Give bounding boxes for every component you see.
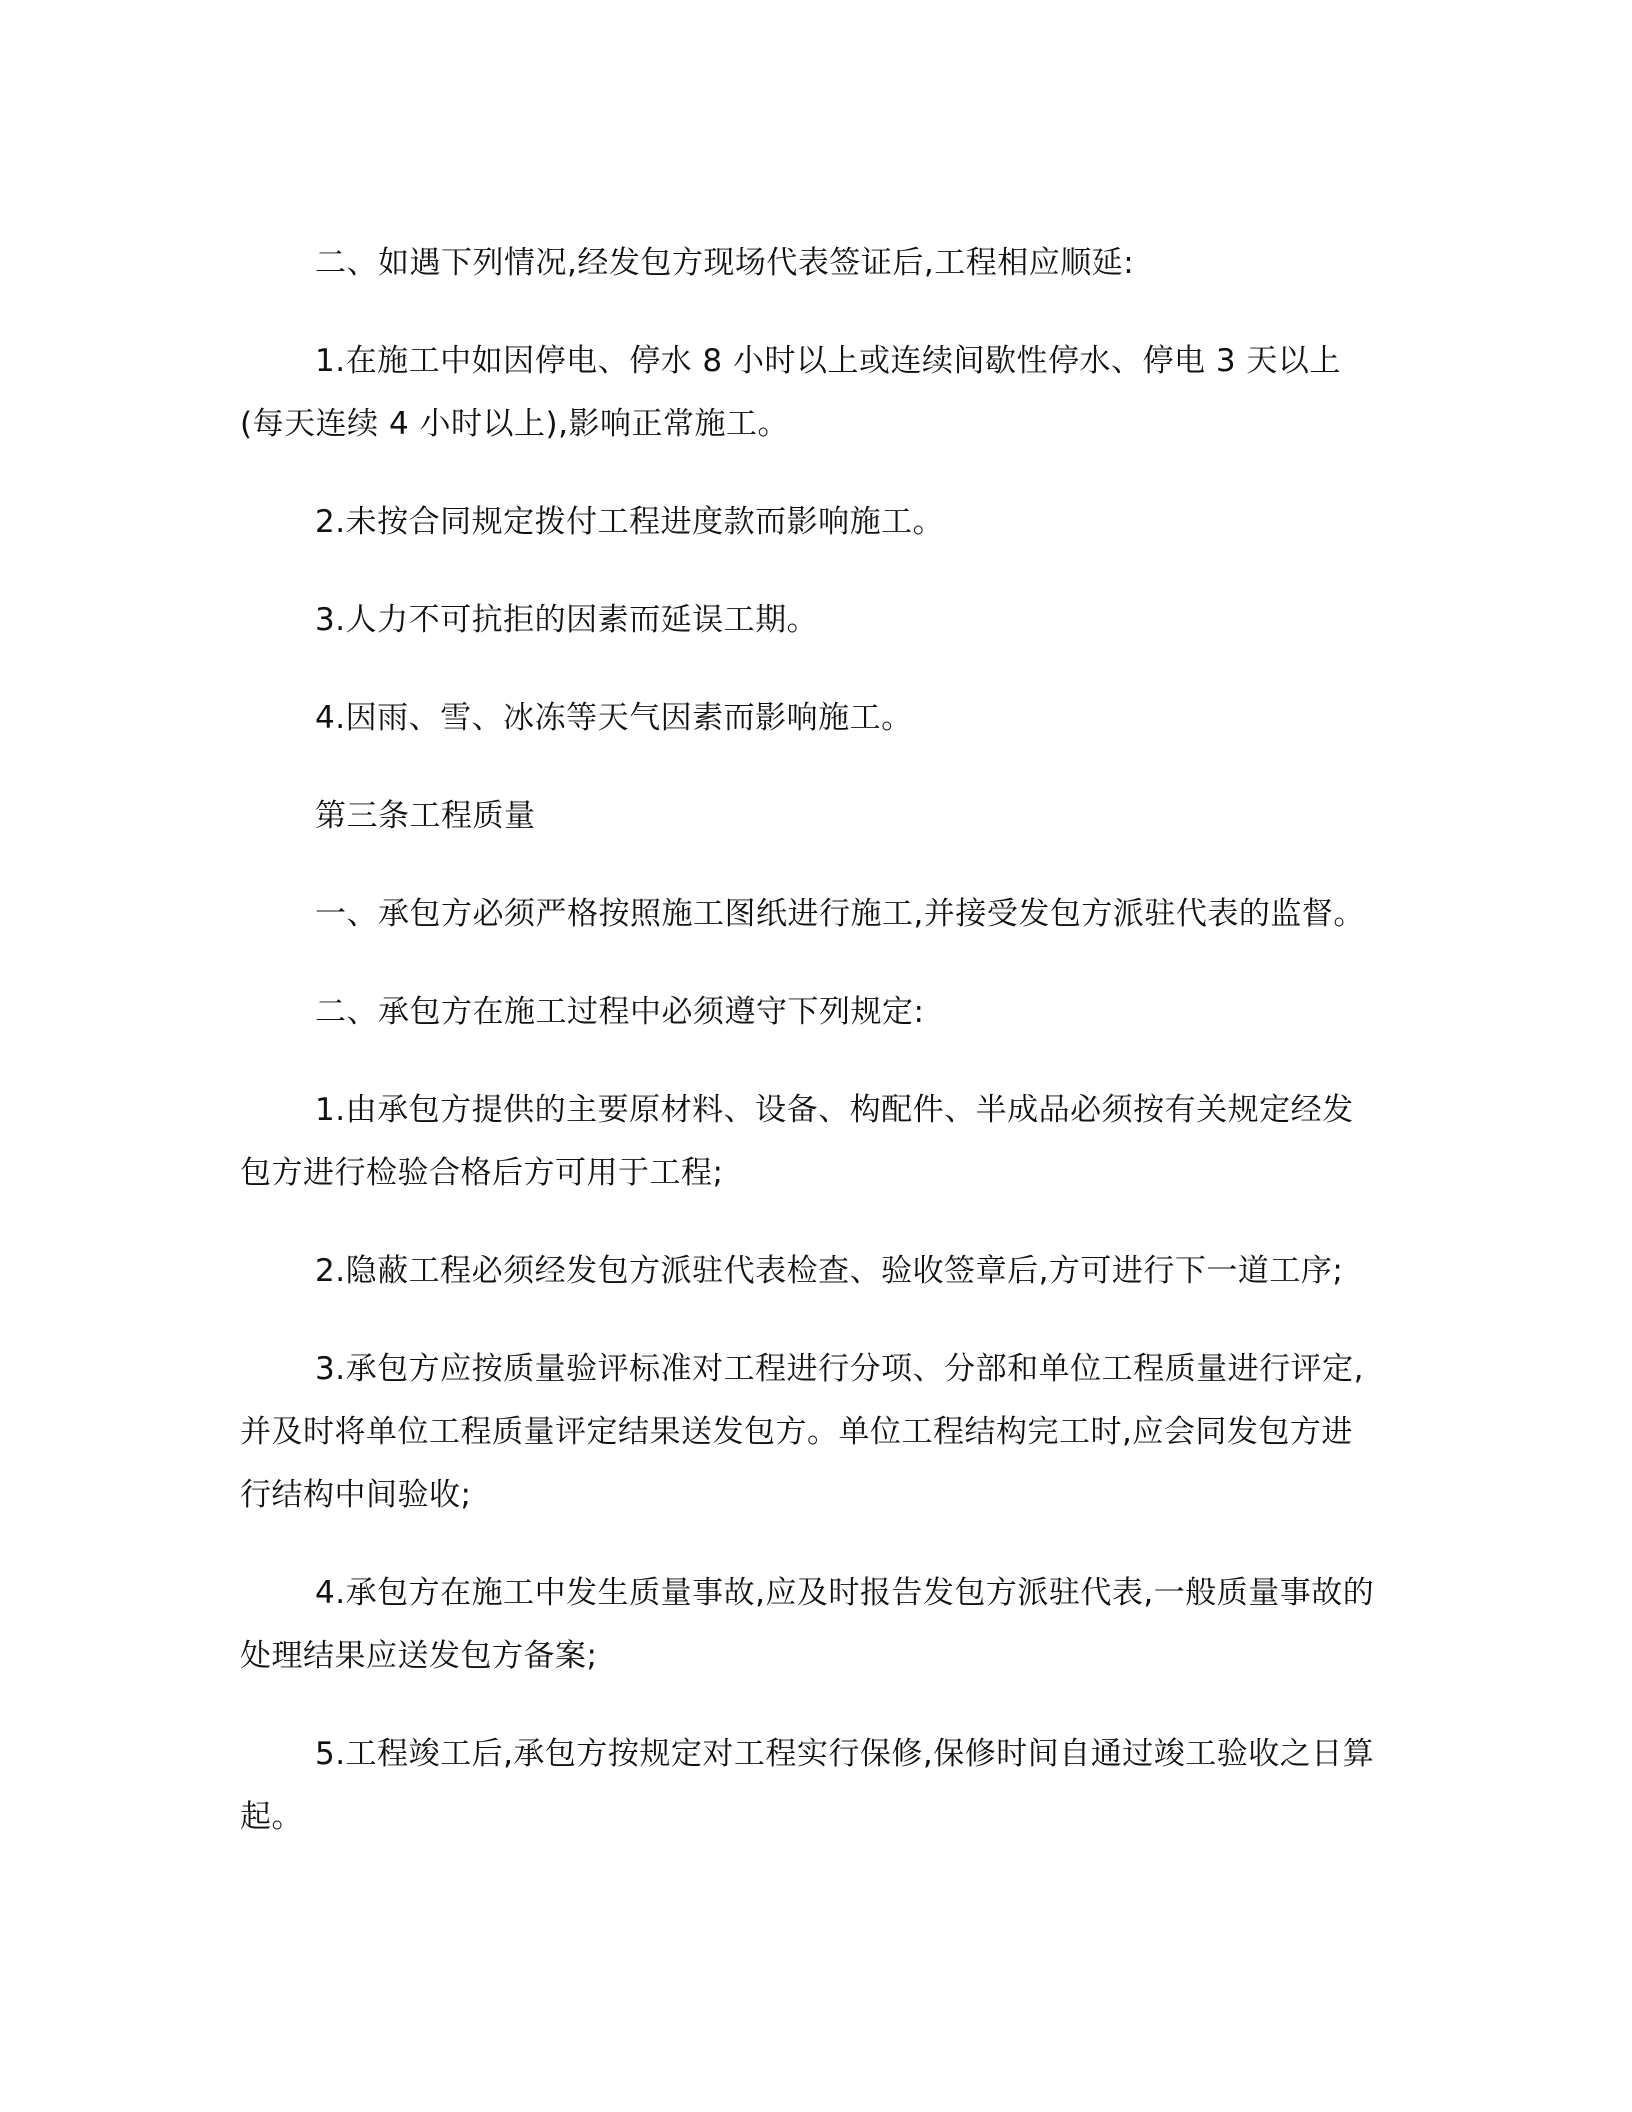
paragraph-quality-1: 一、承包方必须严格按照施工图纸进行施工,并接受发包方派驻代表的监督。: [315, 896, 1365, 932]
paragraph-rule-3-quality-evaluation: 3.承包方应按质量验评标准对工程进行分项、分部和单位工程质量进行评定,并及时将单位工程质量评定结果送发包方。单位工程结构完工时,应会同发包方进行结构中间验收;: [240, 1351, 1364, 1513]
paragraph-item-1-power-water: 1.在施工中如因停电、停水 8 小时以上或连续间歇性停水、停电 3 天以上(每天连续 4 小时以上),影响正常施工。: [240, 343, 1341, 442]
section-heading-article-3: 第三条工程质量: [315, 798, 536, 834]
paragraph-item-4-weather: 4.因雨、雪、冰冻等天气因素而影响施工。: [315, 700, 913, 736]
paragraph-item-3-force-majeure: 3.人力不可抗拒的因素而延误工期。: [315, 602, 819, 638]
paragraph-extension-conditions: 二、如遇下列情况,经发包方现场代表签证后,工程相应顺延:: [315, 245, 1135, 281]
paragraph-rule-2-concealed-work: 2.隐蔽工程必须经发包方派驻代表检查、验收签章后,方可进行下一道工序;: [315, 1253, 1344, 1289]
paragraph-rule-5-warranty: 5.工程竣工后,承包方按规定对工程实行保修,保修时间自通过竣工验收之日算起。: [240, 1736, 1375, 1835]
paragraph-quality-2: 二、承包方在施工过程中必须遵守下列规定:: [315, 994, 925, 1030]
paragraph-rule-4-quality-accident: 4.承包方在施工中发生质量事故,应及时报告发包方派驻代表,一般质量事故的处理结果应送发包方备案;: [240, 1575, 1375, 1674]
paragraph-item-2-payment: 2.未按合同规定拨付工程进度款而影响施工。: [315, 504, 945, 540]
paragraph-rule-1-materials: 1.由承包方提供的主要原材料、设备、构配件、半成品必须按有关规定经发包方进行检验合格后方可用于工程;: [240, 1092, 1354, 1191]
document-body: [240, 232, 1380, 1884]
